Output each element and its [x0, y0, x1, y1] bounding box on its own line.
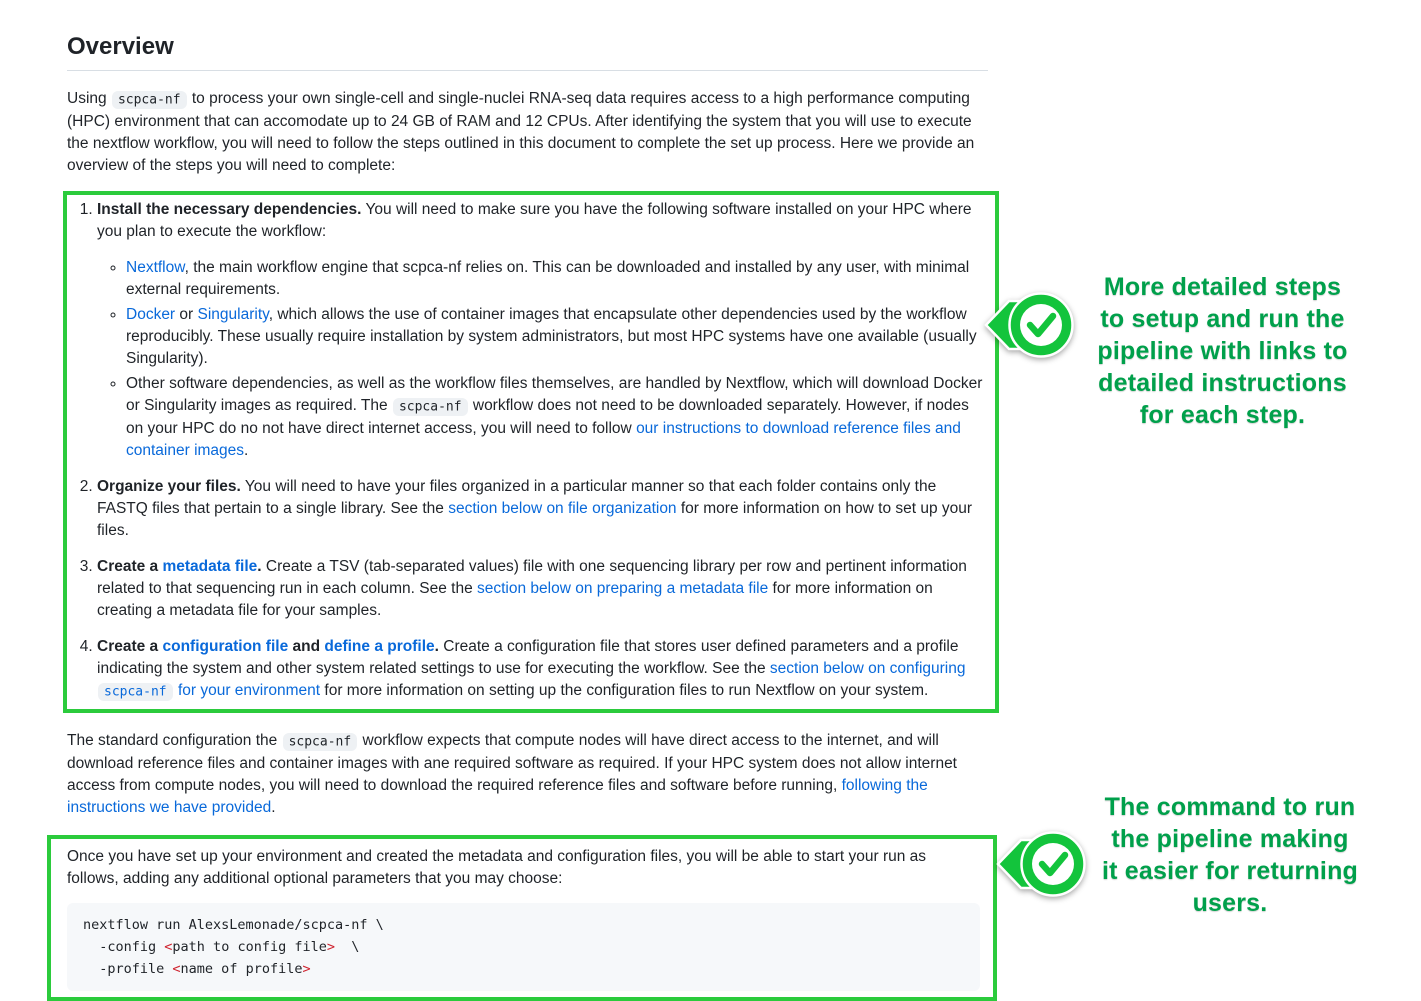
inline-link[interactable]: configuration file — [162, 638, 289, 655]
code-line — [83, 917, 384, 933]
text-segment: You will need to make sure you have the following software installed on your HPC where you plan to execute the workflow: — [97, 201, 972, 240]
text-segment: , which allows the use of container images that encapsulate other dependencies used by the workflow reproducibly. These usually require installation by system administrators, but most HPC systems have one available (usually Singularity). — [126, 306, 977, 367]
step-item-2 — [97, 476, 987, 542]
text-segment: or — [175, 306, 198, 323]
checkmark-icon — [996, 829, 1088, 901]
text-segment: Create a TSV (tab-separated values) file with one sequencing library per row and pertinent information related to that sequencing run in each column. See the — [97, 558, 967, 597]
text-segment: . — [434, 638, 439, 655]
text-segment: Using — [67, 90, 111, 107]
text-segment: . — [257, 558, 262, 575]
step-3-text — [97, 556, 987, 622]
intro-paragraph — [67, 88, 982, 177]
text-segment: Create a — [97, 558, 163, 575]
inline-link[interactable]: following the instructions we have provided — [67, 777, 928, 816]
inline-link[interactable]: our instructions to download reference files and container images — [126, 420, 961, 459]
text-segment: , the main workflow engine that scpca-nf relies on. This can be downloaded and installed by any user, with minimal external requirements. — [126, 259, 970, 298]
text-segment: workflow expects that compute nodes will have direct access to the internet, and will download reference files and container images with ane required software as required. If your HPC system does not allow internet access from compute nodes, you will need to download the required reference files and software before running, — [67, 732, 957, 794]
dependencies-list — [97, 257, 987, 462]
text-segment: for more information on setting up the configuration files to run Nextflow on your system. — [320, 682, 929, 699]
text-segment: path to config file — [172, 939, 327, 955]
inline-link[interactable]: section below on preparing a metadata file — [477, 580, 769, 597]
checkmark-icon — [984, 290, 1076, 362]
section-title: Overview — [67, 33, 988, 71]
text-segment: and — [288, 638, 325, 655]
text-segment: \ — [335, 939, 360, 955]
highlight-box-steps — [63, 191, 999, 713]
highlight-box-run-command — [47, 835, 997, 1001]
text-segment: Organize your files. — [97, 478, 241, 495]
checkmark-stamp-icon — [984, 290, 1076, 362]
text-segment: < — [164, 939, 173, 955]
step-item-4 — [97, 636, 987, 703]
text-segment: You will need to have your files organized in a particular manner so that each folder contains only the FASTQ files that pertain to a single library. See the — [97, 478, 937, 517]
inline-link[interactable]: metadata file — [162, 558, 258, 575]
inline-code: scpca-nf — [393, 398, 468, 416]
code-line — [83, 939, 359, 955]
markdown-body — [67, 33, 999, 1001]
dependency-item-containers — [126, 304, 987, 370]
inline-link[interactable]: section below on file organization — [448, 500, 677, 517]
text-segment: for more information on how to set up your files. — [97, 500, 973, 539]
step-4-text — [97, 636, 987, 703]
text-segment: . — [271, 799, 276, 816]
code-line — [83, 961, 311, 977]
text-segment: Create a configuration file that stores user defined parameters and a profile indicating the system and other system related settings to use for executing the workflow. See the — [97, 638, 959, 677]
inline-code: scpca-nf — [112, 91, 187, 109]
annotation-line: users. — [1192, 889, 1268, 917]
inline-link[interactable]: Docker — [126, 306, 176, 323]
text-segment: Create a — [97, 638, 163, 655]
inline-link[interactable]: define a profile — [324, 638, 435, 655]
inline-link[interactable]: scpca-nf — [98, 683, 173, 701]
annotation-line: More detailed steps — [1103, 273, 1342, 301]
text-segment: Other software dependencies, as well as the workflow files themselves, are handled by Nextflow, which will download Docker or Singularity images as required. The — [126, 375, 983, 414]
text-segment: > — [326, 939, 335, 955]
dependency-item-nextflow — [126, 257, 987, 301]
annotation-line: pipeline with links to — [1097, 337, 1348, 365]
annotation-line: detailed instructions — [1098, 369, 1347, 397]
text-segment: -profile — [83, 961, 173, 977]
step-2-text — [97, 476, 987, 542]
annotation-line: it easier for returning — [1101, 857, 1359, 885]
run-intro-paragraph — [67, 846, 972, 890]
step-1-text — [97, 199, 987, 243]
text-segment: workflow does not need to be downloaded separately. However, if nodes on your HPC do no not have direct internet access, you will need to follow — [126, 397, 969, 437]
annotation-line: the pipeline making — [1111, 825, 1349, 853]
annotation-line: to setup and run the — [1100, 305, 1345, 333]
text-segment: > — [302, 961, 311, 977]
step-item-1 — [97, 199, 987, 462]
text-segment: for more information on creating a metadata file for your samples. — [97, 580, 933, 619]
text-segment: -config — [83, 939, 165, 955]
annotation-steps-note — [1075, 271, 1370, 431]
text-segment: The standard configuration the — [67, 732, 282, 749]
text-segment: < — [172, 961, 181, 977]
text-segment: to process your own single-cell and single-nuclei RNA-seq data requires access to a high performance computing (HPC) environment that can accomodate up to 24 GB of RAM and 12 CPUs. After identifying the system that you will use to execute the nextflow workflow, you will need to follow the steps outlined in this document to complete the set up process. Here we provide an overview of the steps you will need to complete: — [67, 90, 975, 174]
inline-link[interactable]: for your environment — [177, 682, 321, 699]
text-segment: name of profile — [180, 961, 303, 977]
inline-code: scpca-nf — [283, 733, 358, 751]
inline-link[interactable]: Nextflow — [126, 259, 185, 276]
text-segment: Install the necessary dependencies. — [97, 201, 362, 218]
annotation-command-note — [1080, 791, 1380, 919]
annotation-line: for each step. — [1139, 401, 1306, 429]
steps-list — [67, 199, 987, 703]
checkmark-stamp-icon — [996, 829, 1088, 901]
inline-link[interactable]: section below on configuring — [769, 660, 966, 677]
code-block — [67, 903, 980, 991]
inline-link[interactable]: Singularity — [197, 306, 269, 323]
dependency-item-other — [126, 373, 987, 462]
step-item-3 — [97, 556, 987, 622]
standard-config-paragraph — [67, 730, 982, 819]
annotation-line: The command to run — [1104, 793, 1356, 821]
text-segment: Once you have set up your environment and created the metadata and configuration files, you will be able to start your run as follows, adding any additional optional parameters that you may choose: — [67, 848, 927, 887]
text-segment: . — [244, 442, 249, 459]
text-segment: nextflow run AlexsLemonade/scpca-nf \ — [83, 917, 384, 933]
